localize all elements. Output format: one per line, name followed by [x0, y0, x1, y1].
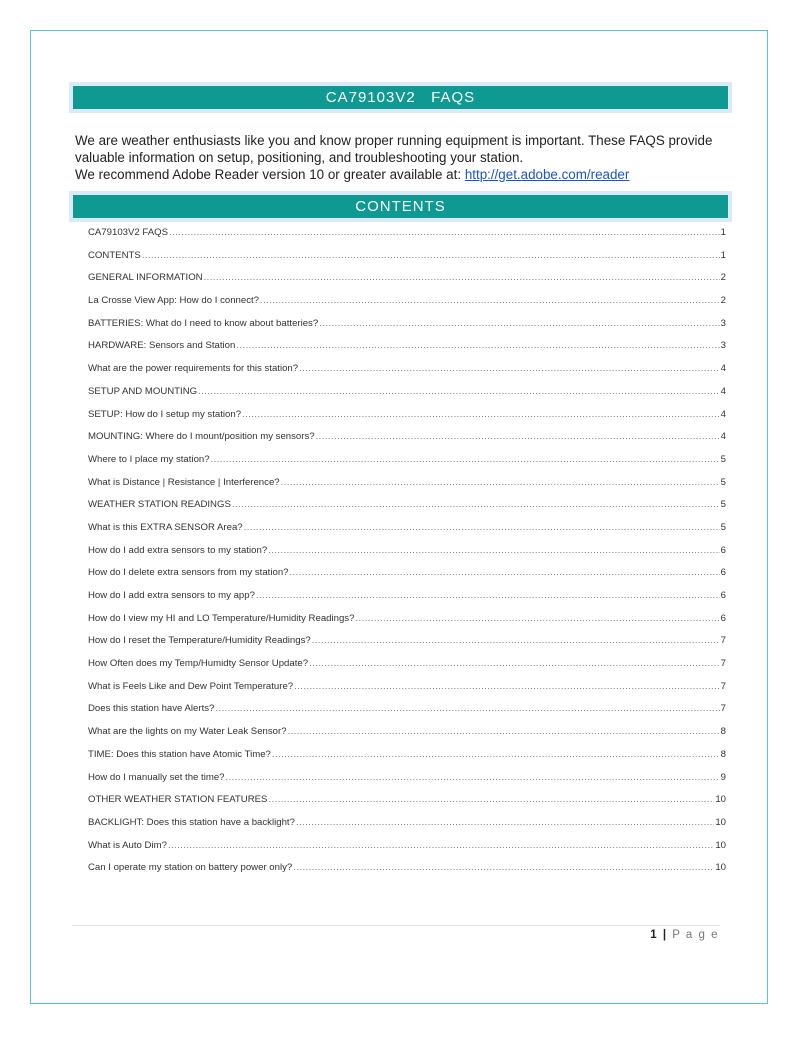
page-number: 1 [650, 929, 659, 941]
toc-entry-page: 4 [720, 385, 726, 397]
toc-entry[interactable] [88, 318, 726, 341]
toc-entry-title: SETUP AND MOUNTING [88, 385, 198, 397]
toc-entry-title: CA79103V2 FAQS [88, 227, 168, 238]
toc-entry-page: 9 [720, 771, 726, 783]
toc-dot-leader [198, 386, 720, 397]
toc-entry[interactable] [88, 499, 726, 522]
toc-entry[interactable] [88, 635, 726, 658]
toc-dot-leader [299, 363, 720, 374]
toc-dot-leader [281, 477, 720, 488]
toc-entry[interactable] [88, 409, 726, 432]
toc-entry-title: BATTERIES: What do I need to know about batteries? [88, 317, 319, 329]
footer-separator: | [662, 929, 668, 941]
toc-dot-leader [211, 454, 720, 465]
contents-heading: CONTENTS [73, 195, 728, 218]
toc-entry-page: 10 [715, 794, 726, 806]
toc-dot-leader [242, 409, 720, 420]
toc-entry[interactable] [88, 772, 726, 795]
toc-entry[interactable] [88, 295, 726, 318]
toc-entry-page: 2 [720, 295, 726, 307]
toc-entry-page: 4 [720, 431, 726, 443]
toc-entry[interactable] [88, 794, 726, 817]
toc-entry-page: 5 [720, 476, 726, 488]
toc-dot-leader [319, 318, 719, 329]
toc-entry-title: How do I manually set the time? [88, 771, 225, 783]
toc-entry-title: SETUP: How do I setup my station? [88, 408, 242, 420]
adobe-reader-link[interactable]: http://get.adobe.com/reader [464, 167, 630, 182]
toc-entry-page: 8 [720, 748, 726, 760]
toc-dot-leader [316, 431, 720, 442]
toc-entry[interactable] [88, 681, 726, 704]
toc-entry-page: 6 [720, 590, 726, 601]
toc-dot-leader [355, 613, 719, 624]
toc-dot-leader [294, 681, 720, 692]
toc-entry-title: How do I add extra sensors to my app? [88, 590, 255, 601]
toc-entry-page: 5 [720, 521, 726, 533]
toc-entry-page: 1 [720, 227, 726, 238]
toc-dot-leader [293, 862, 714, 873]
toc-entry-title: What is Distance | Resistance | Interference? [88, 476, 280, 488]
toc-entry[interactable] [88, 340, 726, 363]
toc-entry-title: BACKLIGHT: Does this station have a backlight? [88, 816, 295, 828]
toc-entry-page: 6 [720, 544, 726, 556]
toc-dot-leader [256, 590, 720, 601]
toc-entry-title: HARDWARE: Sensors and Station [88, 340, 236, 352]
toc-entry[interactable] [88, 386, 726, 409]
toc-entry-title: OTHER WEATHER STATION FEATURES [88, 794, 268, 806]
toc-entry[interactable] [88, 590, 726, 613]
toc-entry-page: 4 [720, 363, 726, 375]
toc-entry[interactable] [88, 703, 726, 726]
toc-entry-title: How do I add extra sensors to my station? [88, 544, 268, 556]
toc-entry-page: 7 [720, 680, 726, 692]
toc-entry-title: What are the power requirements for this station? [88, 363, 299, 375]
page-title: CA79103V2 FAQS [73, 86, 728, 109]
toc-entry-page: 7 [720, 703, 726, 715]
toc-entry[interactable] [88, 363, 726, 386]
footer-divider [72, 925, 720, 926]
page-label: P a g e [672, 929, 719, 941]
toc-entry-page: 10 [715, 839, 726, 851]
toc-dot-leader [272, 749, 720, 760]
table-of-contents [88, 227, 726, 885]
toc-entry-title: Where to I place my station? [88, 453, 210, 465]
adobe-recommendation [75, 166, 725, 183]
toc-entry-title: Does this station have Alerts? [88, 703, 215, 715]
toc-dot-leader [215, 703, 719, 714]
toc-dot-leader [268, 794, 714, 805]
toc-entry-page: 10 [715, 816, 726, 828]
toc-entry-title: How Often does my Temp/Humidty Sensor Update? [88, 658, 309, 670]
toc-entry-page: 8 [720, 726, 726, 738]
toc-entry[interactable] [88, 454, 726, 477]
toc-entry-title: Can I operate my station on battery power only? [88, 862, 293, 874]
toc-entry[interactable] [88, 613, 726, 636]
contents-banner [69, 191, 732, 222]
toc-dot-leader [288, 726, 720, 737]
toc-entry-title: CONTENTS [88, 249, 141, 261]
toc-entry-page: 1 [720, 249, 726, 261]
toc-entry-page: 6 [720, 567, 726, 579]
toc-entry[interactable] [88, 250, 726, 273]
toc-dot-leader [312, 635, 720, 646]
toc-entry-title: How do I view my HI and LO Temperature/Humidity Readings? [88, 612, 355, 624]
toc-entry-title: GENERAL INFORMATION [88, 272, 203, 284]
toc-dot-leader [260, 295, 720, 306]
toc-entry[interactable] [88, 477, 726, 500]
adobe-recommendation-text: We recommend Adobe Reader version 10 or greater available at: [75, 167, 462, 182]
toc-entry-title: WEATHER STATION READINGS [88, 499, 231, 511]
toc-entry[interactable] [88, 658, 726, 681]
toc-entry-title: How do I delete extra sensors from my station? [88, 567, 289, 579]
toc-entry[interactable] [88, 726, 726, 749]
toc-entry-title: TIME: Does this station have Atomic Time? [88, 748, 271, 760]
toc-entry-title: What is Feels Like and Dew Point Temperature? [88, 680, 294, 692]
toc-entry-title: What are the lights on my Water Leak Sensor? [88, 726, 287, 738]
toc-dot-leader [290, 567, 720, 578]
toc-entry-title: What is Auto Dim? [88, 839, 167, 851]
toc-entry[interactable] [88, 545, 726, 568]
toc-dot-leader [204, 272, 720, 283]
toc-entry-title: La Crosse View App: How do I connect? [88, 295, 260, 307]
toc-entry-title: What is this EXTRA SENSOR Area? [88, 521, 243, 533]
toc-entry-page: 2 [720, 272, 726, 284]
intro-paragraph: We are weather enthusiasts like you and know proper running equipment is important. These FAQS provide valuable information on setup, positioning, and troubleshooting your station. [75, 133, 713, 165]
page-footer [650, 929, 719, 941]
toc-entry[interactable] [88, 817, 726, 840]
toc-dot-leader [236, 340, 719, 351]
toc-dot-leader [232, 499, 720, 510]
toc-dot-leader [296, 817, 714, 828]
toc-entry[interactable] [88, 522, 726, 545]
toc-entry-title: How do I reset the Temperature/Humidity Readings? [88, 635, 311, 647]
toc-dot-leader [268, 545, 719, 556]
toc-entry-page: 7 [720, 635, 726, 647]
toc-entry-page: 5 [720, 499, 726, 511]
toc-entry-page: 4 [720, 408, 726, 420]
toc-entry-page: 6 [720, 612, 726, 624]
toc-entry[interactable] [88, 272, 726, 295]
title-banner [69, 82, 732, 113]
toc-entry[interactable] [88, 567, 726, 590]
toc-entry[interactable] [88, 840, 726, 863]
toc-entry-page: 5 [720, 453, 726, 465]
toc-entry-page: 3 [720, 340, 726, 352]
toc-entry-page: 3 [720, 317, 726, 329]
toc-entry[interactable] [88, 431, 726, 454]
toc-dot-leader [142, 250, 720, 261]
toc-dot-leader [244, 522, 720, 533]
toc-entry[interactable] [88, 749, 726, 772]
toc-entry-page: 7 [720, 658, 726, 670]
toc-entry[interactable] [88, 227, 726, 250]
toc-dot-leader [169, 227, 720, 238]
toc-entry-page: 10 [715, 862, 726, 874]
toc-dot-leader [226, 772, 720, 783]
toc-dot-leader [168, 840, 714, 851]
intro-text [75, 132, 725, 183]
toc-entry[interactable] [88, 862, 726, 885]
toc-entry-title: MOUNTING: Where do I mount/position my sensors? [88, 431, 315, 443]
toc-dot-leader [309, 658, 720, 669]
